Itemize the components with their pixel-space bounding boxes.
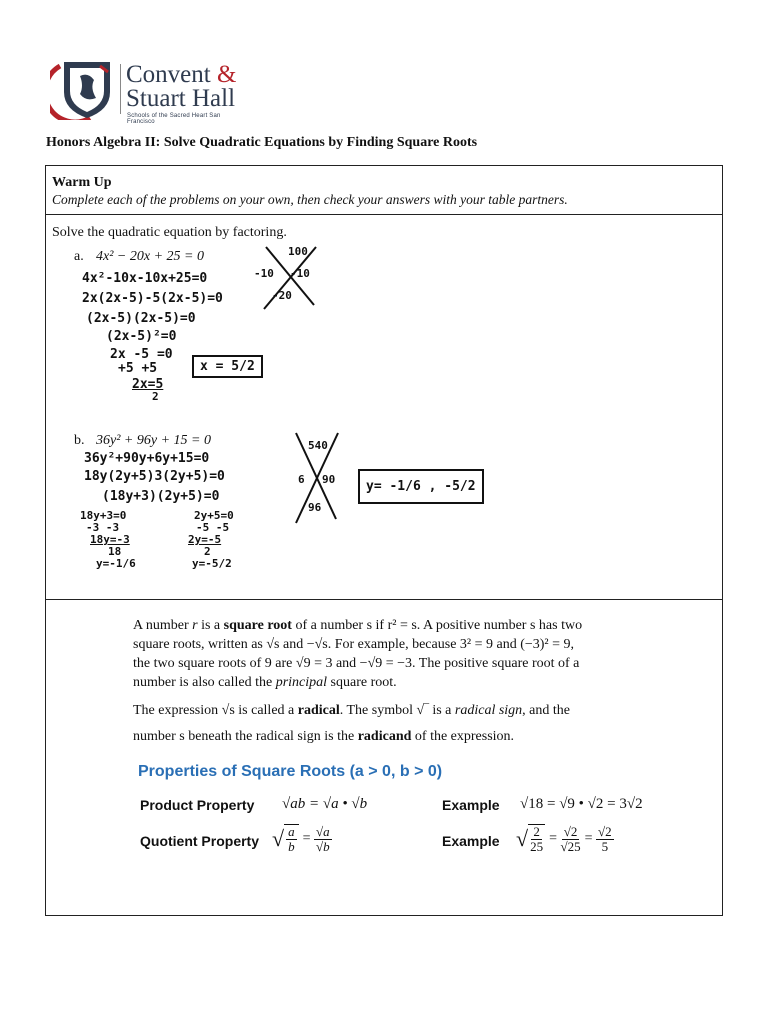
problem-a-work-8: 2	[152, 390, 159, 403]
problem-b-x-right: 90	[322, 473, 336, 486]
problem-a-x-bottom: -20	[272, 289, 292, 302]
school-logo	[50, 58, 250, 125]
product-example-formula: √18 = √9 • √2 = 3√2	[520, 796, 643, 812]
problem-a-work-4: (2x-5)²=0	[106, 329, 177, 344]
problem-a-work-5: 2x -5 =0	[110, 347, 173, 362]
problem-b-right-3: 2y=-5	[188, 533, 222, 546]
problem-a-x-top: 100	[288, 245, 308, 258]
problem-a-x-right: -10	[290, 267, 310, 280]
problem-a-label: a.	[74, 249, 84, 264]
problem-b-equation: 36y² + 96y + 15 = 0	[96, 433, 211, 448]
problem-b-answer-box: y= -1/6 , -5/2	[358, 469, 484, 504]
product-property-formula: √ab = √a • √b	[282, 796, 368, 812]
logo-tagline: Schools of the Sacred Heart San Francisco	[127, 113, 221, 125]
crest-icon	[50, 58, 116, 120]
problems-prompt: Solve the quadratic equation by factoring.	[52, 225, 287, 240]
problem-b-right-5: y=-5/2	[192, 557, 232, 570]
problem-b-left-5: y=-1/6	[96, 557, 136, 570]
warmup-instructions: Complete each of the problems on your own, then check your answers with your table partners.	[52, 192, 568, 207]
warmup-box	[45, 165, 723, 215]
properties-heading: Properties of Square Roots (a > 0, b > 0)	[138, 763, 443, 780]
quotient-example-label: Example	[442, 833, 500, 849]
problem-b-left-4: 18	[108, 545, 122, 558]
problem-b-x-bottom: 96	[308, 501, 322, 514]
problem-b-work-1: 36y²+90y+6y+15=0	[84, 451, 210, 466]
definition-line-5: The expression √s is called a radical. The symbol √‾ is a radical sign, and the	[133, 703, 570, 718]
problem-b-right-1: 2y+5=0	[194, 509, 234, 522]
definition-line-4: number is also called the principal square root.	[133, 675, 397, 690]
warmup-heading: Warm Up	[52, 175, 112, 190]
problem-b-left-2: -3 -3	[86, 521, 120, 534]
problem-b-work-2: 18y(2y+5)3(2y+5)=0	[84, 469, 225, 484]
problem-b-label: b.	[74, 433, 85, 448]
problem-a-work-1: 4x²-10x-10x+25=0	[82, 271, 208, 286]
definition-line-3: the two square roots of 9 are √9 = 3 and −√9 = −3. The positive square root of a	[133, 656, 580, 671]
problem-b-x-top: 540	[308, 439, 328, 452]
product-example-label: Example	[442, 797, 500, 813]
quotient-property-formula: √ $\frac{a}{b}$ = $\frac{√a}{√b}$	[272, 823, 330, 854]
definition-line-1: A number r is a square root of a number s if r² = s. A positive number s has two	[133, 618, 583, 633]
problem-a-work-6: +5 +5	[118, 361, 158, 376]
problem-a-work-2: 2x(2x-5)-5(2x-5)=0	[82, 291, 223, 306]
quotient-example-formula: √ $\frac{2}{25}$ = $\frac{√2}{√25}$ = $\frac{√2}{5}$	[516, 823, 612, 854]
problem-b-left-1: 18y+3=0	[80, 509, 127, 522]
problem-a-answer-box: x = 5/2	[192, 355, 263, 378]
problems-box	[45, 214, 723, 600]
problem-b-right-4: 2	[204, 545, 211, 558]
logo-divider	[120, 64, 121, 114]
product-property-label: Product Property	[140, 797, 255, 813]
logo-name-line2: Stuart Hall	[126, 85, 236, 112]
problem-b-x-left: 6	[298, 473, 305, 486]
definition-box	[45, 599, 723, 916]
problem-a-equation: 4x² − 20x + 25 = 0	[96, 249, 204, 264]
quotient-property-label: Quotient Property	[140, 833, 260, 849]
problem-a-x-left: -10	[254, 267, 274, 280]
problem-b-work-3: (18y+3)(2y+5)=0	[102, 489, 220, 504]
definition-line-2: square roots, written as √s and −√s. For example, because 3² = 9 and (−3)² = 9,	[133, 637, 575, 652]
problem-b-right-2: -5 -5	[196, 521, 230, 534]
problem-b-left-3: 18y=-3	[90, 533, 130, 546]
logo-name-line1: Convent &	[126, 61, 237, 88]
definition-line-6: number s beneath the radical sign is the radicand of the expression.	[133, 729, 515, 744]
page-title: Honors Algebra II: Solve Quadratic Equations by Finding Square Roots	[46, 135, 478, 150]
problem-a-work-3: (2x-5)(2x-5)=0	[86, 311, 196, 326]
problem-a-work-7: 2x=5	[132, 377, 164, 392]
